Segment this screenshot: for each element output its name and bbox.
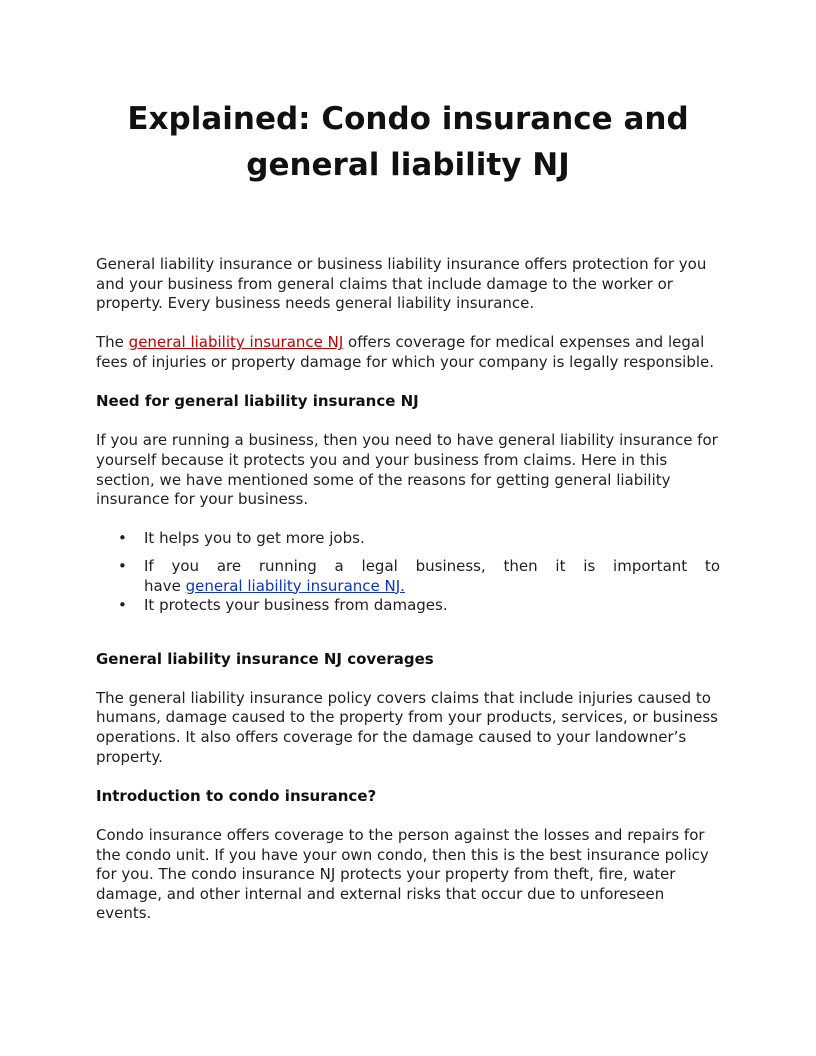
coverages-paragraph: The general liability insurance policy covers claims that include injuries caused to humans, damage caused to the property from your products, services, or business operations. It also offers coverage for the damage caused to your landowner’s property.	[96, 688, 718, 766]
section-heading-coverages: General liability insurance NJ coverages	[96, 649, 434, 668]
bullet-icon: •	[118, 596, 127, 615]
bullet-icon: •	[118, 529, 127, 548]
coverage-paragraph	[96, 333, 720, 372]
coverage-paragraph-rest: offers coverage for medical expenses and legal fees of injuries or property damage for which your company is legally responsible.	[96, 333, 715, 371]
list-item-text: It protects your business from damages.	[144, 596, 448, 615]
condo-paragraph: Condo insurance offers coverage to the person against the losses and repairs for the condo unit. If you have your own condo, then this is the best insurance policy for you. The condo insurance NJ protects your property from theft, fire, water damage, and other internal and external risks that occur due to unforeseen events.	[96, 826, 709, 923]
document-page	[96, 0, 720, 924]
coverage-paragraph-lead: The	[96, 333, 129, 352]
list-item	[96, 596, 720, 616]
page-title-line-2: general liability NJ	[246, 147, 570, 183]
page-title-line-1: Explained: Condo insurance and	[127, 101, 689, 137]
list-item-text-line-1: If you are running a legal business, then it is important to	[144, 556, 720, 575]
list-item	[96, 529, 720, 549]
intro-paragraph: General liability insurance or business liability insurance offers protection for you and your business from general claims that include damage to the worker or property. Every business needs general liability insurance.	[96, 255, 707, 313]
bullet-icon: •	[118, 556, 127, 575]
section-heading-condo: Introduction to condo insurance?	[96, 786, 377, 805]
section-heading-need: Need for general liability insurance NJ	[96, 392, 419, 411]
reasons-list	[96, 529, 720, 615]
list-item	[96, 557, 720, 596]
need-paragraph: If you are running a business, then you need to have general liability insurance for yourself because it protects you and your business from claims. Here in this section, we have mentioned some of the reasons for getting general liability insurance for your business.	[96, 431, 718, 509]
list-item-text-lead: have	[144, 576, 186, 595]
page-title	[96, 96, 720, 188]
general-liability-link[interactable]: general liability insurance NJ	[128, 333, 344, 352]
general-liability-nj-link[interactable]: general liability insurance NJ.	[185, 576, 405, 595]
list-item-text: It helps you to get more jobs.	[144, 529, 365, 548]
